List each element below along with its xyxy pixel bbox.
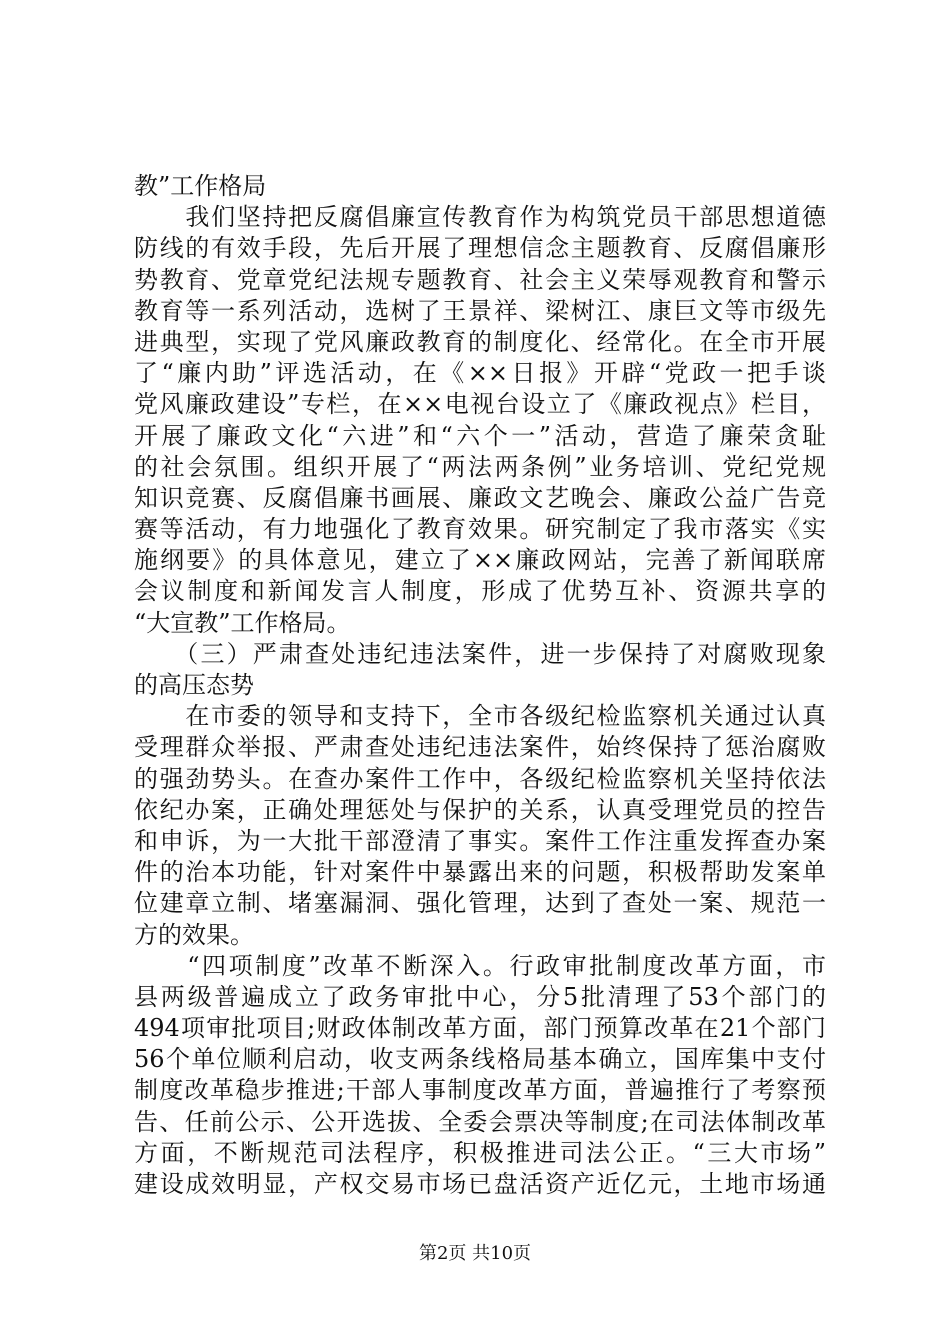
text-line: 的高压态势 bbox=[134, 671, 254, 699]
page-footer: 第2页 共10页 bbox=[418, 1243, 532, 1264]
text-line: 势教育、党章党纪法规专题教育、社会主义荣辱观教育和警示 bbox=[134, 265, 826, 294]
text-line: 方的效果。 bbox=[134, 920, 254, 949]
text-line: 和申诉，为一大批干部澄清了事实。案件工作注重发挥查办案 bbox=[134, 826, 826, 855]
text-line: 建设成效明显，产权交易市场已盘活资产近亿元，土地市场通 bbox=[134, 1170, 826, 1198]
text-line: 56个单位顺利启动，收支两条线格局基本确立，国库集中支付 bbox=[134, 1045, 826, 1074]
text-line: “大宣教”工作格局。 bbox=[134, 608, 351, 637]
text-line: 防线的有效手段，先后开展了理想信念主题教育、反腐倡廉形 bbox=[134, 234, 826, 263]
text-line: 知识竞赛、反腐倡廉书画展、廉政文艺晚会、廉政公益广告竞 bbox=[134, 483, 826, 512]
text-line: 件的治本功能，针对案件中暴露出来的问题，积极帮助发案单 bbox=[134, 858, 826, 887]
text-line: 受理群众举报、严肃查处违纪违法案件，始终保持了惩治腐败 bbox=[134, 733, 826, 762]
text-line: 在市委的领导和支持下，全市各级纪检监察机关通过认真 bbox=[134, 702, 826, 731]
text-line: 制度改革稳步推进;干部人事制度改革方面，普遍推行了考察预 bbox=[134, 1076, 826, 1105]
document-body bbox=[134, 171, 826, 1200]
text-line: 进典型，实现了党风廉政教育的制度化、经常化。在全市开展 bbox=[134, 327, 826, 356]
text-line: 施纲要》的具体意见，建立了××廉政网站，完善了新闻联席 bbox=[134, 546, 826, 575]
text-line: 我们坚持把反腐倡廉宣传教育作为构筑党员干部思想道德 bbox=[134, 203, 826, 232]
text-line: 党风廉政建设”专栏，在××电视台设立了《廉政视点》栏目， bbox=[134, 390, 826, 419]
text-line: 了“廉内助”评选活动，在《××日报》开辟“党政一把手谈 bbox=[134, 359, 826, 388]
text-line: 告、任前公示、公开选拔、全委会票决等制度;在司法体制改革 bbox=[134, 1107, 826, 1136]
text-line: 会议制度和新闻发言人制度，形成了优势互补、资源共享的 bbox=[134, 577, 826, 606]
text-line: 依纪办案，正确处理惩处与保护的关系，认真受理党员的控告 bbox=[134, 795, 826, 824]
text-line: “四项制度”改革不断深入。行政审批制度改革方面，市 bbox=[134, 951, 826, 980]
text-line: （三）严肃查处违纪违法案件，进一步保持了对腐败现象 bbox=[134, 639, 826, 668]
text-line: 开展了廉政文化“六进”和“六个一”活动，营造了廉荣贪耻 bbox=[134, 421, 826, 450]
text-line: 赛等活动，有力地强化了教育效果。研究制定了我市落实《实 bbox=[134, 515, 826, 544]
text-line: 方面，不断规范司法程序，积极推进司法公正。“三大市场” bbox=[134, 1138, 826, 1167]
text-line: 的强劲势头。在查办案件工作中，各级纪检监察机关坚持依法 bbox=[134, 764, 826, 793]
text-line: 县两级普遍成立了政务审批中心，分5批清理了53个部门的 bbox=[134, 982, 826, 1011]
text-line: 位建章立制、堵塞漏洞、强化管理，达到了查处一案、规范一 bbox=[134, 889, 826, 918]
text-line: 494项审批项目;财政体制改革方面，部门预算改革在21个部门 bbox=[134, 1014, 826, 1043]
text-line: 的社会氛围。组织开展了“两法两条例”业务培训、党纪党规 bbox=[134, 452, 826, 481]
text-line: 教”工作格局 bbox=[134, 172, 267, 200]
text-line: 教育等一系列活动，选树了王景祥、梁树江、康巨文等市级先 bbox=[134, 296, 826, 325]
